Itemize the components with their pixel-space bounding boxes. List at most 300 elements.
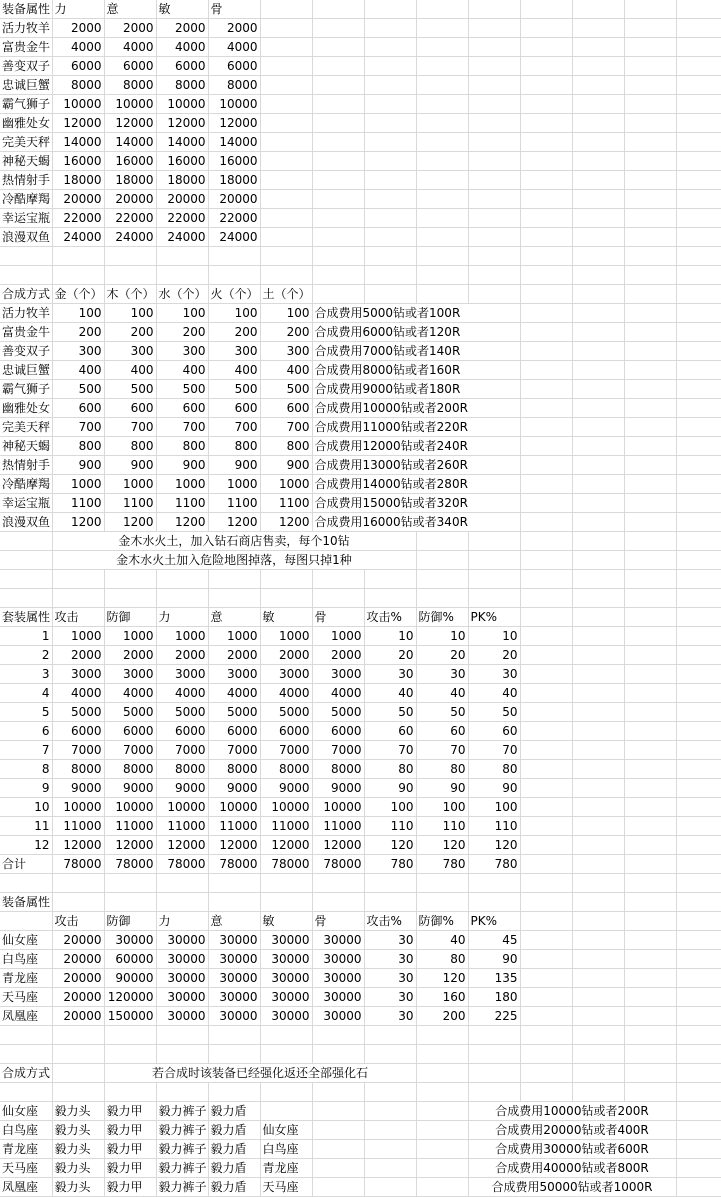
empty-cell — [364, 1121, 416, 1140]
suit-attr-value: 7000 — [208, 741, 260, 760]
empty-cell — [312, 19, 364, 38]
empty-cell — [624, 19, 676, 38]
suit-attr-value: 9000 — [52, 779, 104, 798]
suit-attr-value: 9000 — [208, 779, 260, 798]
empty-cell — [624, 380, 676, 399]
empty-cell — [624, 95, 676, 114]
empty-cell — [312, 1102, 364, 1121]
blank-row — [0, 570, 721, 589]
equip-attr-value: 8000 — [52, 76, 104, 95]
empty-cell — [520, 494, 572, 513]
empty-cell — [624, 988, 676, 1007]
equip-attr-value: 2000 — [208, 19, 260, 38]
equip-attr2-value: 30 — [364, 1007, 416, 1026]
equip-attr2-value: 135 — [468, 969, 520, 988]
synthesis2-base: 白鸟座 — [260, 1140, 312, 1159]
empty-cell — [624, 893, 676, 912]
equip-attr2-value: 20000 — [52, 931, 104, 950]
empty-cell — [572, 1083, 624, 1102]
empty-cell — [468, 1064, 520, 1083]
empty-cell — [416, 19, 468, 38]
synthesis-name: 活力牧羊 — [0, 304, 52, 323]
empty-cell — [416, 152, 468, 171]
synthesis-header-1: 金（个） — [52, 285, 104, 304]
empty-cell — [520, 779, 572, 798]
suit-attr-level: 7 — [0, 741, 52, 760]
synthesis2-base: 仙女座 — [260, 1121, 312, 1140]
empty-cell — [676, 133, 721, 152]
empty-cell — [260, 247, 312, 266]
empty-cell — [572, 418, 624, 437]
suit-attr-value: 7000 — [156, 741, 208, 760]
empty-cell — [676, 741, 721, 760]
empty-cell — [520, 209, 572, 228]
empty-cell — [624, 57, 676, 76]
suit-attr-value: 4000 — [104, 684, 156, 703]
empty-cell — [52, 1083, 104, 1102]
synthesis2-part: 毅力裤子 — [156, 1140, 208, 1159]
empty-cell — [676, 893, 721, 912]
synthesis-name: 幸运宝瓶 — [0, 494, 52, 513]
synthesis2-cost: 合成费用10000钻或者200R — [468, 1102, 676, 1121]
empty-cell — [572, 950, 624, 969]
equip-attr2-value: 200 — [416, 1007, 468, 1026]
suit-attr-value: 9000 — [156, 779, 208, 798]
synthesis-material-count: 200 — [52, 323, 104, 342]
equip-attr-row — [0, 190, 721, 209]
empty-cell — [572, 665, 624, 684]
empty-cell — [364, 1178, 416, 1197]
synthesis-header-3: 水（个） — [156, 285, 208, 304]
empty-cell — [416, 1064, 468, 1083]
empty-cell — [572, 361, 624, 380]
empty-cell — [468, 570, 520, 589]
equip-attr2-value: 30000 — [156, 931, 208, 950]
equip-attr2-name: 凤凰座 — [0, 1007, 52, 1026]
equip-attr2-header-1: 攻击 — [52, 912, 104, 931]
empty-cell — [676, 475, 721, 494]
empty-cell — [676, 1102, 721, 1121]
empty-cell — [364, 114, 416, 133]
empty-cell — [416, 893, 468, 912]
equip-attr2-value: 30000 — [312, 969, 364, 988]
synthesis-material-count: 500 — [52, 380, 104, 399]
empty-cell — [572, 38, 624, 57]
equip-attr2-value: 30000 — [156, 988, 208, 1007]
equip-attr-name: 活力牧羊 — [0, 19, 52, 38]
empty-cell — [572, 456, 624, 475]
synthesis-material-count: 900 — [52, 456, 104, 475]
equip-attr-value: 12000 — [156, 114, 208, 133]
blank-row — [0, 247, 721, 266]
synthesis-material-count: 1000 — [104, 475, 156, 494]
suit-attr-value: 100 — [364, 798, 416, 817]
empty-cell — [364, 266, 416, 285]
suit-attr-value: 7000 — [260, 741, 312, 760]
empty-cell — [624, 855, 676, 874]
synthesis-material-count: 700 — [260, 418, 312, 437]
synthesis2-part: 毅力头 — [52, 1178, 104, 1197]
equip-attr2-value: 30000 — [312, 988, 364, 1007]
suit-attr-value: 100 — [416, 798, 468, 817]
empty-cell — [364, 171, 416, 190]
empty-cell — [416, 1178, 468, 1197]
synthesis-material-count: 300 — [208, 342, 260, 361]
equip-attr-value: 16000 — [156, 152, 208, 171]
synthesis-material-count: 700 — [156, 418, 208, 437]
synthesis-material-count: 800 — [208, 437, 260, 456]
suit-attr-level: 3 — [0, 665, 52, 684]
equip-attr-value: 4000 — [208, 38, 260, 57]
synthesis-material-count: 300 — [260, 342, 312, 361]
empty-cell — [520, 931, 572, 950]
empty-cell — [520, 817, 572, 836]
equip-attr2-value: 30 — [364, 950, 416, 969]
suit-attr-row — [0, 836, 721, 855]
suit-attr-total-label: 合计 — [0, 855, 52, 874]
empty-cell — [520, 437, 572, 456]
equip-attr-row — [0, 57, 721, 76]
empty-cell — [468, 893, 520, 912]
empty-cell — [468, 114, 520, 133]
empty-cell — [676, 665, 721, 684]
empty-cell — [572, 855, 624, 874]
synthesis-material-count: 1200 — [104, 513, 156, 532]
suit-attr-value: 12000 — [260, 836, 312, 855]
empty-cell — [624, 627, 676, 646]
synthesis2-part: 毅力甲 — [104, 1121, 156, 1140]
empty-cell — [260, 266, 312, 285]
empty-cell — [416, 38, 468, 57]
empty-cell — [676, 969, 721, 988]
empty-cell — [676, 1140, 721, 1159]
equip-attr-value: 16000 — [52, 152, 104, 171]
equip-attr-value: 10000 — [52, 95, 104, 114]
empty-cell — [364, 209, 416, 228]
empty-cell — [676, 513, 721, 532]
empty-cell — [468, 0, 520, 19]
suit-attr-value: 8000 — [208, 760, 260, 779]
empty-cell — [260, 893, 312, 912]
empty-cell — [104, 874, 156, 893]
synthesis-row — [0, 494, 721, 513]
empty-cell — [572, 152, 624, 171]
empty-cell — [572, 1007, 624, 1026]
equip-attr-name: 幽雅处女 — [0, 114, 52, 133]
empty-cell — [312, 38, 364, 57]
empty-cell — [416, 1159, 468, 1178]
synthesis-name: 忠诚巨蟹 — [0, 361, 52, 380]
synthesis-material-count: 200 — [156, 323, 208, 342]
synthesis-cost: 合成费用10000钻或者200R — [312, 399, 520, 418]
synthesis-cost: 合成费用16000钻或者340R — [312, 513, 520, 532]
suit-attr-value: 100 — [468, 798, 520, 817]
empty-cell — [572, 969, 624, 988]
empty-cell — [572, 475, 624, 494]
suit-attr-value: 6000 — [104, 722, 156, 741]
synthesis-material-count: 800 — [260, 437, 312, 456]
equip-attr2-value: 20000 — [52, 988, 104, 1007]
empty-cell — [416, 570, 468, 589]
suit-attr-value: 1000 — [260, 627, 312, 646]
empty-cell — [364, 1026, 416, 1045]
empty-cell — [364, 38, 416, 57]
synthesis-row — [0, 399, 721, 418]
synthesis-row — [0, 475, 721, 494]
empty-cell — [364, 589, 416, 608]
empty-cell — [312, 57, 364, 76]
suit-attr-value: 60 — [416, 722, 468, 741]
empty-cell — [468, 551, 520, 570]
synthesis-name: 富贵金牛 — [0, 323, 52, 342]
empty-cell — [520, 228, 572, 247]
synthesis-row — [0, 304, 721, 323]
synthesis-material-count: 900 — [156, 456, 208, 475]
empty-cell — [312, 95, 364, 114]
suit-attr-value: 9000 — [312, 779, 364, 798]
equip-attr2-value: 160 — [416, 988, 468, 1007]
suit-attr-value: 5000 — [156, 703, 208, 722]
empty-cell — [572, 532, 624, 551]
empty-cell — [624, 1083, 676, 1102]
empty-cell — [156, 266, 208, 285]
empty-cell — [260, 1045, 312, 1064]
equip-attr2-name: 天马座 — [0, 988, 52, 1007]
empty-cell — [520, 836, 572, 855]
equip-attr2-value: 120 — [416, 969, 468, 988]
equip-attr2-row — [0, 969, 721, 988]
empty-cell — [572, 380, 624, 399]
empty-cell — [572, 323, 624, 342]
empty-cell — [572, 133, 624, 152]
synthesis-material-count: 200 — [208, 323, 260, 342]
empty-cell — [520, 684, 572, 703]
synthesis-material-count: 400 — [156, 361, 208, 380]
empty-cell — [468, 190, 520, 209]
suit-attr-value: 90 — [416, 779, 468, 798]
empty-cell — [312, 209, 364, 228]
equip-attr-value: 22000 — [104, 209, 156, 228]
empty-cell — [676, 988, 721, 1007]
synthesis2-cost: 合成费用40000钻或者800R — [468, 1159, 676, 1178]
empty-cell — [520, 171, 572, 190]
suit-attr-value: 20 — [364, 646, 416, 665]
empty-cell — [260, 76, 312, 95]
equip-attr-value: 4000 — [104, 38, 156, 57]
empty-cell — [520, 380, 572, 399]
equip-attr2-value: 30000 — [260, 969, 312, 988]
empty-cell — [624, 798, 676, 817]
synthesis-header-0: 合成方式 — [0, 285, 52, 304]
equip-attr-value: 6000 — [104, 57, 156, 76]
empty-cell — [520, 1083, 572, 1102]
empty-cell — [416, 1102, 468, 1121]
synthesis-material-count: 300 — [156, 342, 208, 361]
empty-cell — [0, 551, 52, 570]
empty-cell — [208, 589, 260, 608]
suit-attr-row — [0, 722, 721, 741]
empty-cell — [156, 570, 208, 589]
equip-attr-name: 幸运宝瓶 — [0, 209, 52, 228]
suit-attr-level: 10 — [0, 798, 52, 817]
suit-attr-value: 4000 — [208, 684, 260, 703]
synthesis-material-count: 600 — [104, 399, 156, 418]
empty-cell — [624, 171, 676, 190]
empty-cell — [676, 532, 721, 551]
suit-attr-value: 1000 — [156, 627, 208, 646]
suit-attr-value: 8000 — [260, 760, 312, 779]
equip-attr2-row — [0, 988, 721, 1007]
empty-cell — [676, 836, 721, 855]
equip-attr2-value: 45 — [468, 931, 520, 950]
equip-attr-name: 善变双子 — [0, 57, 52, 76]
suit-attr-total-value: 78000 — [208, 855, 260, 874]
equip-attr2-header-4: 意 — [208, 912, 260, 931]
equip-attr-name: 富贵金牛 — [0, 38, 52, 57]
suit-attr-total-value: 780 — [416, 855, 468, 874]
suit-attr-value: 30 — [468, 665, 520, 684]
equip-attr-header-3: 敏 — [156, 0, 208, 19]
empty-cell — [52, 1064, 104, 1083]
empty-cell — [260, 57, 312, 76]
empty-cell — [676, 779, 721, 798]
empty-cell — [520, 361, 572, 380]
empty-cell — [676, 950, 721, 969]
empty-cell — [572, 209, 624, 228]
synthesis-header-5: 土（个） — [260, 285, 312, 304]
equip-attr2-name: 白鸟座 — [0, 950, 52, 969]
empty-cell — [572, 627, 624, 646]
empty-cell — [520, 152, 572, 171]
empty-cell — [572, 779, 624, 798]
synthesis-cost: 合成费用7000钻或者140R — [312, 342, 520, 361]
synthesis-material-count: 400 — [52, 361, 104, 380]
synthesis-material-count: 500 — [104, 380, 156, 399]
suit-attr-value: 11000 — [208, 817, 260, 836]
synthesis-material-count: 1200 — [52, 513, 104, 532]
empty-cell — [520, 665, 572, 684]
synthesis-material-count: 100 — [260, 304, 312, 323]
empty-cell — [572, 228, 624, 247]
suit-attr-value: 11000 — [104, 817, 156, 836]
synthesis-material-count: 400 — [260, 361, 312, 380]
suit-attr-value: 2000 — [208, 646, 260, 665]
empty-cell — [364, 1159, 416, 1178]
synthesis-material-count: 300 — [104, 342, 156, 361]
equip-attr-value: 14000 — [208, 133, 260, 152]
empty-cell — [572, 551, 624, 570]
empty-cell — [104, 893, 156, 912]
equip-attr2-section-row — [0, 893, 721, 912]
blank-row — [0, 874, 721, 893]
synthesis2-part: 毅力头 — [52, 1102, 104, 1121]
synthesis2-base: 天马座 — [260, 1178, 312, 1197]
empty-cell — [624, 1007, 676, 1026]
empty-cell — [104, 1045, 156, 1064]
suit-attr-row — [0, 665, 721, 684]
equip-attr-value: 16000 — [104, 152, 156, 171]
suit-attr-value: 1000 — [104, 627, 156, 646]
empty-cell — [312, 133, 364, 152]
synthesis-note: 金木水火土，加入钻石商店售卖，每个10钻 — [52, 532, 416, 551]
suit-attr-value: 3000 — [312, 665, 364, 684]
equip-attr-value: 8000 — [156, 76, 208, 95]
empty-cell — [312, 1159, 364, 1178]
equip-attr2-header-row — [0, 912, 721, 931]
empty-cell — [520, 589, 572, 608]
synthesis-cost: 合成费用12000钻或者240R — [312, 437, 520, 456]
equip-attr2-value: 225 — [468, 1007, 520, 1026]
equip-attr-name: 浪漫双鱼 — [0, 228, 52, 247]
empty-cell — [676, 38, 721, 57]
equip-attr-value: 12000 — [104, 114, 156, 133]
empty-cell — [312, 1178, 364, 1197]
suit-attr-value: 5000 — [260, 703, 312, 722]
suit-attr-value: 10000 — [52, 798, 104, 817]
empty-cell — [624, 912, 676, 931]
synthesis-material-count: 600 — [52, 399, 104, 418]
empty-cell — [520, 456, 572, 475]
equip-attr2-value: 60000 — [104, 950, 156, 969]
synthesis-material-count: 500 — [260, 380, 312, 399]
empty-cell — [676, 855, 721, 874]
equip-attr2-value: 180 — [468, 988, 520, 1007]
empty-cell — [624, 570, 676, 589]
empty-cell — [624, 209, 676, 228]
empty-cell — [624, 836, 676, 855]
synthesis-header-4: 火（个） — [208, 285, 260, 304]
empty-cell — [520, 190, 572, 209]
empty-cell — [312, 589, 364, 608]
empty-cell — [676, 551, 721, 570]
synthesis2-row — [0, 1121, 721, 1140]
equip-attr-value: 4000 — [156, 38, 208, 57]
empty-cell — [676, 19, 721, 38]
empty-cell — [676, 228, 721, 247]
suit-attr-value: 10000 — [104, 798, 156, 817]
suit-attr-value: 11000 — [260, 817, 312, 836]
suit-attr-value: 1000 — [312, 627, 364, 646]
empty-cell — [312, 266, 364, 285]
empty-cell — [520, 266, 572, 285]
equip-attr-value: 6000 — [208, 57, 260, 76]
empty-cell — [676, 380, 721, 399]
empty-cell — [260, 1083, 312, 1102]
synthesis-material-count: 100 — [208, 304, 260, 323]
empty-cell — [468, 1083, 520, 1102]
empty-cell — [520, 893, 572, 912]
suit-attr-value: 3000 — [208, 665, 260, 684]
suit-attr-value: 3000 — [52, 665, 104, 684]
empty-cell — [364, 57, 416, 76]
empty-cell — [676, 1083, 721, 1102]
empty-cell — [104, 247, 156, 266]
suit-attr-level: 12 — [0, 836, 52, 855]
empty-cell — [520, 855, 572, 874]
empty-cell — [676, 1121, 721, 1140]
empty-cell — [676, 0, 721, 19]
equip-attr2-value: 30000 — [260, 950, 312, 969]
empty-cell — [156, 589, 208, 608]
empty-cell — [676, 931, 721, 950]
suit-attr-value: 4000 — [156, 684, 208, 703]
equip-attr2-value: 30 — [364, 969, 416, 988]
empty-cell — [364, 133, 416, 152]
empty-cell — [312, 1083, 364, 1102]
empty-cell — [364, 0, 416, 19]
empty-cell — [312, 190, 364, 209]
empty-cell — [208, 1045, 260, 1064]
